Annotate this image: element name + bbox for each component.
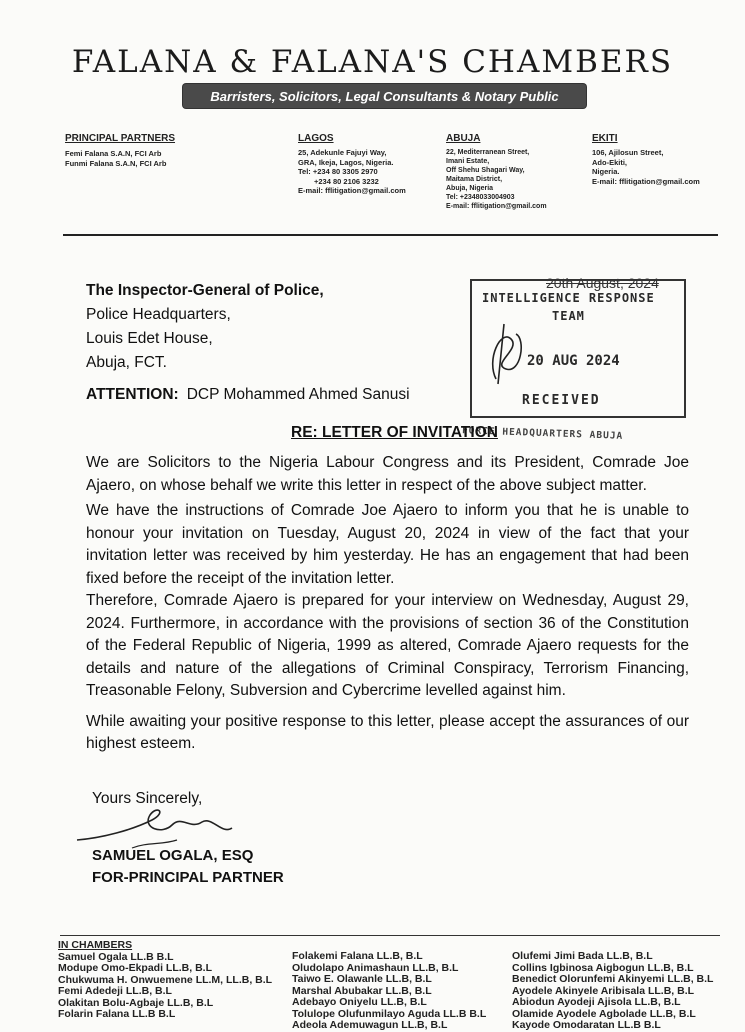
body-paragraph: Therefore, Comrade Ajaero is prepared for your interview on Wednesday, August 29, 2024. Furthermore, in accordance with the provisions of section 36 of the Constitution of the Federal Republic of Nigeria, 1999 as altered, Comrade Ajaero requests for the details and nature of the allegations of Criminal Conspiracy, Terrorism Financing, Treasonable Felony, Subversion and Cybercrime levelled against him. <box>86 592 689 699</box>
lagos-line: 25, Adekunle Fajuyi Way, <box>298 148 387 157</box>
stamp-line-1: INTELLIGENCE RESPONSE <box>482 291 655 305</box>
counsel-name: Chukwuma H. Onwuemene LL.M, LL.B, B.L <box>58 973 273 986</box>
firm-tagline-banner: Barristers, Solicitors, Legal Consultants & Notary Public <box>183 84 586 108</box>
principal-partners-heading: PRINCIPAL PARTNERS <box>65 133 176 144</box>
body-paragraph: While awaiting your positive response to this letter, please accept the assurances of our highest esteem. <box>86 712 689 752</box>
principal-partners-block <box>65 133 175 168</box>
counsel-name: Adebayo Oniyelu LL.B, B.L <box>292 996 427 1008</box>
lagos-line: E-mail: fflitigation@gmail.com <box>298 186 406 195</box>
recipient-address <box>86 279 324 375</box>
ekiti-line: E-mail: fflitigation@gmail.com <box>592 176 700 186</box>
in-chambers-col-1 <box>58 940 272 1021</box>
abuja-line: Imani Estate, <box>446 158 490 165</box>
in-chambers-heading: IN CHAMBERS <box>58 939 133 951</box>
abuja-line: Off Shehu Shagari Way, <box>446 167 525 174</box>
signatory-block <box>92 845 284 889</box>
counsel-name: Modupe Omo-Ekpadi LL.B, B.L <box>58 962 212 974</box>
attention-label: ATTENTION: <box>86 386 179 403</box>
abuja-line: Abuja, Nigeria <box>446 185 494 192</box>
closing: Yours Sincerely, <box>92 790 203 807</box>
partner-line: Femi Falana S.A.N, FCI Arb <box>65 149 162 158</box>
counsel-name: Kayode Omodaratan LL.B B.L <box>512 1019 661 1031</box>
in-chambers-col-2 <box>292 951 486 1032</box>
footer-divider <box>60 935 720 936</box>
recipient-line: The Inspector-General of Police, <box>86 282 324 299</box>
lagos-heading: LAGOS <box>298 133 334 144</box>
counsel-name: Samuel Ogala LL.B B.L <box>58 950 174 963</box>
letterhead-divider <box>63 234 718 236</box>
counsel-name: Benedict Olorunfemi Akinyemi LL.B, B.L <box>512 973 714 985</box>
body-paragraph: We are Solicitors to the Nigeria Labour Congress and its President, Comrade Joe Ajaero, on whose behalf we write this letter in respect of the above subject matter. <box>86 454 689 494</box>
counsel-name: Taiwo E. Olawanle LL.B, B.L <box>292 973 432 985</box>
signatory-name: SAMUEL OGALA, ESQ <box>92 847 254 864</box>
counsel-name: Marshal Abubakar LL.B, B.L <box>292 984 432 997</box>
counsel-name: Olamide Ayodele Agbolade LL.B, B.L <box>512 1007 696 1020</box>
received-stamp <box>470 279 686 418</box>
recipient-line: Abuja, FCT. <box>86 354 167 371</box>
abuja-heading: ABUJA <box>446 133 481 144</box>
stamp-line-2: TEAM <box>552 309 585 323</box>
abuja-line: Maitama District, <box>446 176 503 183</box>
stamp-date: 20 AUG 2024 <box>527 353 620 369</box>
stamp-signature-scribble <box>476 319 536 389</box>
ekiti-heading: EKITI <box>592 133 618 144</box>
stamp-footer: FORCE HEADQUARTERS ABUJA <box>461 425 624 442</box>
recipient-line: Police Headquarters, <box>86 306 231 323</box>
lagos-line: Tel: +234 80 3305 2970 <box>298 167 378 176</box>
letter-date: 20th August, 2024 <box>546 275 659 291</box>
abuja-line: 22, Mediterranean Street, <box>446 149 530 156</box>
counsel-name: Femi Adedeji LL.B, B.L <box>58 985 172 997</box>
counsel-name: Olufemi Jimi Bada LL.B, B.L <box>512 950 653 962</box>
counsel-name: Folarin Falana LL.B B.L <box>58 1008 176 1020</box>
counsel-name: Abiodun Ayodeji Ajisola LL.B, B.L <box>512 996 681 1008</box>
ekiti-line: Nigeria. <box>592 167 620 176</box>
recipient-line: Louis Edet House, <box>86 330 213 347</box>
counsel-name: Adeola Ademuwagun LL.B, B.L <box>292 1019 448 1031</box>
lagos-office-block <box>298 133 406 196</box>
lagos-line: +234 80 2106 3232 <box>314 176 379 186</box>
in-chambers-col-3 <box>512 951 713 1032</box>
letter-body <box>86 452 689 756</box>
lagos-line: GRA, Ikeja, Lagos, Nigeria. <box>298 157 394 167</box>
counsel-name: Olakitan Bolu-Agbaje LL.B, B.L <box>58 996 214 1009</box>
attention-value: DCP Mohammed Ahmed Sanusi <box>186 386 410 403</box>
stamp-received: RECEIVED <box>522 393 601 408</box>
abuja-line: Tel: +2348033004903 <box>446 194 515 201</box>
counsel-name: Oludolapo Animashaun LL.B, B.L <box>292 961 459 974</box>
signatory-title: FOR-PRINCIPAL PARTNER <box>92 869 284 886</box>
counsel-name: Collins Igbinosa Aigbogun LL.B, B.L <box>512 961 694 974</box>
abuja-line: E-mail: fflitigation@gmail.com <box>446 203 547 210</box>
counsel-name: Folakemi Falana LL.B, B.L <box>292 950 423 962</box>
partner-line: Funmi Falana S.A.N, FCI Arb <box>65 158 167 168</box>
counsel-name: Tolulope Olufunmilayo Aguda LL.B B.L <box>292 1007 487 1020</box>
ekiti-office-block <box>592 133 700 186</box>
body-paragraph: We have the instructions of Comrade Joe Ajaero to inform you that he is unable to honour your invitation on Tuesday, August 20, 2024 in view of the fact that your invitation letter was received by him yesterday. He has an engagement that had been fixed before the receipt of the invitation letter. <box>86 502 689 587</box>
abuja-office-block <box>446 133 547 211</box>
ekiti-line: 106, Ajilosun Street, <box>592 148 664 157</box>
subject-line: RE: LETTER OF INVITATION <box>291 424 498 441</box>
ekiti-line: Ado-Ekiti, <box>592 157 627 167</box>
attention-line <box>86 386 410 404</box>
counsel-name: Ayodele Akinyele Aribisala LL.B, B.L <box>512 984 695 997</box>
firm-name: FALANA & FALANA'S CHAMBERS <box>71 44 674 80</box>
